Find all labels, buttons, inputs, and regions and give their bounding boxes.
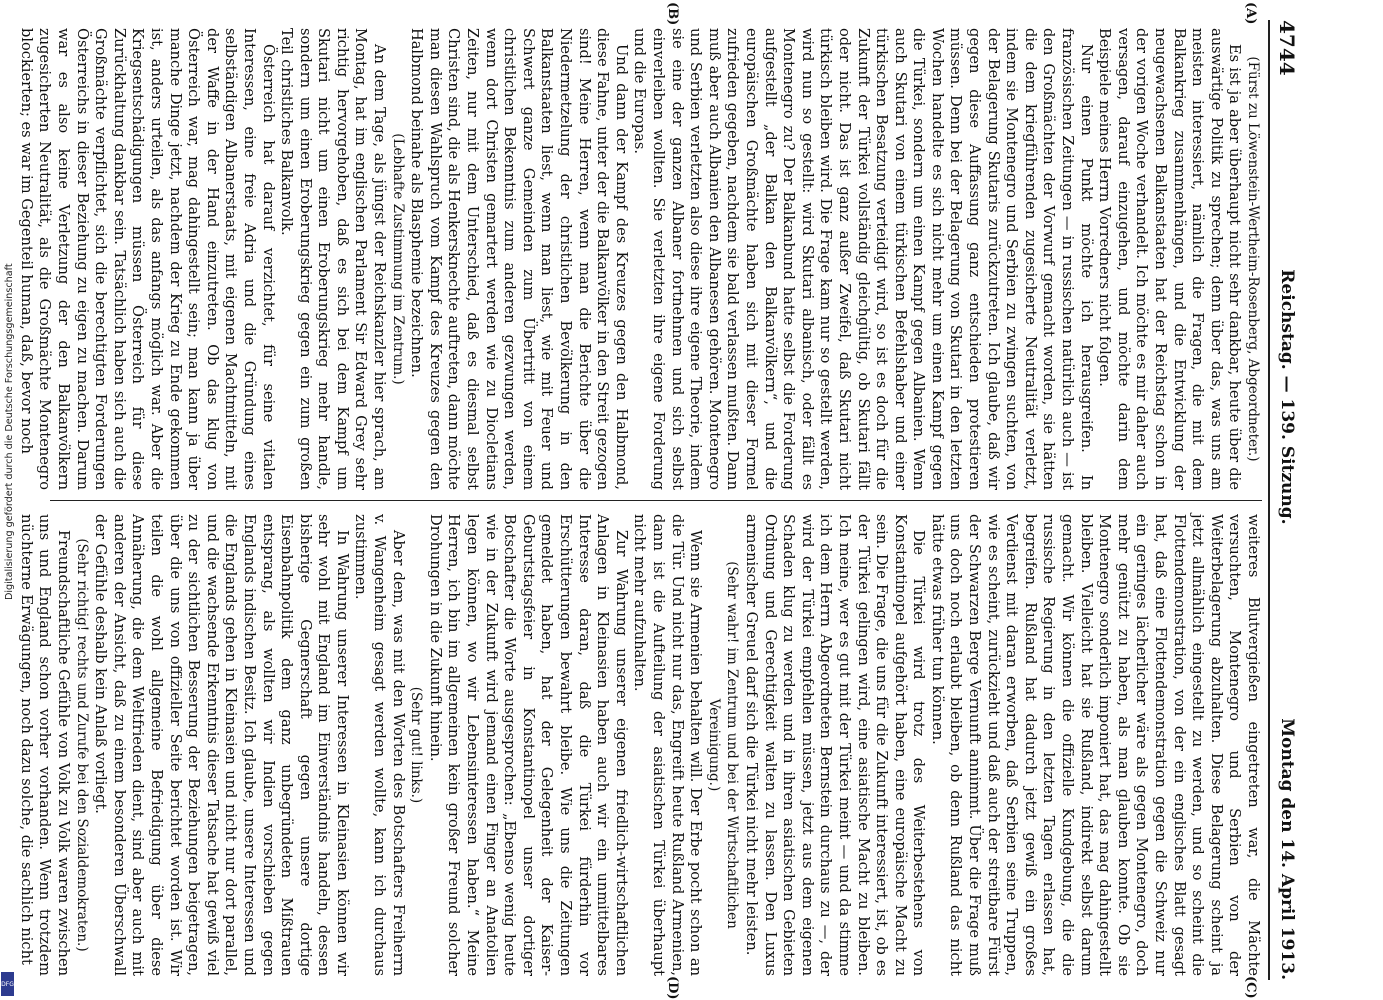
paragraph: Nur einen Punkt möchte ich herausgreifen. In französischen Zeitungen — in russischen natürlich auch — ist den Großmächten der Vorwurf gemacht worden, sie hätten die dem kriegführenden zugesicherte Neutralität verletzt, indem sie Montenegro und Serbien zu zwingen suchten, von der Belagerung Skutaris zurückzutreten. Ich glaube, daß wir gegen diese Auffassung ganz entschieden protestieren müssen. Denn bei der Belagerung von Skutari in den letzten Wochen handelte es sich nicht mehr um einen Kampf gegen die Türkei, sondern um einen Kampf gegen Albanien. Wenn auch Skutari von einem türkischen Befehlshaber und einer türkischen Besatzung verteidigt wird, so ist es doch für die Zukunft der Türkei vollständig gleichgültig, ob Skutari fällt oder nicht. Das ist ganz außer Zweifel, daß Skutari nicht türkisch bleiben wird. Die Frage kam nur so gestellt werden, wird nun so gestellt: wird Skutari albanisch, oder fällt es Montenegro zu? Der Balkanbund hatte selbst die Forderung aufgestellt „der Balkan den Balkanvölkern“, und die europäischen Großmächte haben sich mit dieser Formel zufrieden gegeben, nachdem sie bald verlassen mußten. Dann muß aber auch Albanien den Albanesen gehören. Montenegro und Serbien verletzten also diese ihre eigene Theorie, indem sie eine der ganzen Albaner fortnehmen und sich selbst einverleiben wollten. Sie verletzten ihre eigene Forderung und die Europas. xyxy=(631,28,1095,490)
header-session: Reichstag. — 139. Sitzung. xyxy=(1277,269,1297,525)
margin-mark-c: (C) xyxy=(1243,976,1258,999)
funding-note: Digitalisierung gefördert durch die Deutsche Forschungsgemeinschaft xyxy=(4,263,15,600)
paragraph: Und dann der Kampf des Kreuzes gegen den Halbmond, diese Fahne, unter der die Balkanvölker in den Streit gezogen sind! Meine Herren, wenn man die Berichte über die Niedermetzelung der christlichen Bevölkerung in den Balkanstaaten liest, wenn man liest, wie mit Feuer und Schwert ganze Gemeinden zum Übertritt von einem christlichen Bekenntnis zum anderen gezwungen werden, wenn dort Christen gemartert werden wie zu Diocletians Zeiten, nur mit dem Unterschied, daß es diesmal selbst Christen sind, die als Henkersknechte auftreten, dann möchte man diesen Wahlspruch vom Kampf des Kreuzes gegen den Halbmond beinahe als Blasphemie bezeichnen. xyxy=(408,28,630,490)
paragraph: Es ist ja aber überhaupt nicht sehr dankbar, heute über die auswärtige Politik zu sprechen; denn über das, was uns am meisten interessiert, nämlich die Fragen, die mit dem Balkankrieg zusammenhängen, und die Entwicklung der neugewachsenen Balkanstaaten hat der Reichstag schon in der vorigen Woche verhandelt. Ich möchte es mir daher auch versagen, darauf einzugehen, und möchte darin dem Beispiele meines Herrn Vorredners nicht folgen. xyxy=(1096,28,1244,490)
header-date: Montag den 14. April 1913. xyxy=(1277,718,1297,980)
margin-mark-a: (A) xyxy=(1243,2,1258,25)
right-column xyxy=(16,514,1262,976)
page-header xyxy=(1272,20,1302,980)
interjection: (Sehr wahr! im Zentrum und bei der Wirtschaftlichen Vereinigung.) xyxy=(705,561,741,929)
paragraph: Österreich hat darauf verzichtet, für seine vitalen Interessen, eine freie Adria und die Gründung eines selbständigen Albanerstaats, mit eigenen Machtmitteln, mit der Waffe in der Hand einzutreten. Ob das klug von Österreich war, mag dahingestellt sein; man kann ja über manche Dinge jetzt, nachdem der Krieg zu Ende gekommen ist, anders urteilen, als das anfangs möglich war. Aber die Kriegsentschädigungen müssen Österreich für diese Zurückhaltung dankbar sein. Tatsächlich haben sich auch die Großmächte verpflichtet, sich die berechtigten Forderungen Österreichs in dieser Beziehung zu eigen zu machen. Darum war es also keine Verletzung der den Balkanvölkern zugesicherten Neutralität, als die Großmächte Montenegro blockierten; es war im Gegenteil human, daß, bevor noch xyxy=(17,28,277,490)
margin-mark-d: (D) xyxy=(665,976,680,1000)
paragraph: Zur Wahrung unserer eigenen friedlich-wirtschaftlichen Anlagen in Kleinasien haben auch wir ein unmittelbares Interesse daran, daß die Türkei fürderhin vor Erschütterungen bewahrt bleibe. Wie uns die Zeitungen gemeldet haben, hat der Gelegenheit der Kaiser-Geburtstagsfeier in Konstantinopel unser dortiger Botschafter die Worte ausgesprochen: „Ebenso wenig heute wie in der Zukunft wird jemand einen Finger an Anatolien legen können, wo wir Lebensinteressen haben.“ Meine Herren, ich bin im allgemeinen kein großer Freund solcher Drohungen in die Zukunft hinein. xyxy=(426,514,630,976)
paragraph: An dem Tage, als jüngst der Reichskanzler hier sprach, am Montag, hat im englischen Parlament Sir Edward Grey sehr richtig hervorgehoben, daß es sich bei dem Kampf um Skutari nicht um einen Eroberungskrieg mehr handle, sondern um einen Eroberungskrieg gegen ein zum großen Teil christliches Balkanvolk. xyxy=(278,28,389,490)
paragraph: Die Türkei wird trotz des Weiterbestehens von Konstantinopel aufgehört haben, eine europäische Macht zu sein. Die Frage, die uns für die Zukunft interessiert, ist, ob es der Türkei gelingen wird, eine asiatische Macht zu bleiben. Ich meine, wer es gut mit der Türkei meint — und da stimme ich dem Herrn Abgeordneten Bernstein durchaus zu —, der wird der Türkei empfehlen müssen, jetzt aus dem eigenen Schaden klug zu werden und in ihren asiatischen Gebieten Ordnung und Gerechtigkeit walten zu lassen. Den Luxus armenischer Greuel darf sich die Türkei nicht mehr leisten. xyxy=(742,514,928,976)
speaker-line: (Fürst zu Löwenstein-Wertheim-Rosenberg, Abgeordneter.) xyxy=(1245,56,1261,462)
interjection: (Sehr gut! links.) xyxy=(408,686,425,804)
paragraph: In Wahrung unserer Interessen in Kleinasien können wir sehr wohl mit England im Einverständnis handeln, dessen bisherige Gegnerschaft gegen unsere dortige Eisenbahnpolitik dem ganz unbegründeten Mißtrauen entsprang, als wollten wir Indien vorschieben gegen Englands indischen Besitz. Ich glaube, unsere Interessen und die Englands gehen in Kleinasien und nicht nur dort parallel, und die wachsende Erkenntnis dieser Tatsache hat gewiß viel zu der sichtlichen Besserung der Beziehungen beigetragen, über die uns von offizieller Seite berichtet worden ist. Wir teilen die wohl allgemeine Befriedigung über diese Annäherung, die dem Weltfrieden dient, sind aber auch mit anderen der Ansicht, daß zu einem besonderen Überschwall der Gefühle deshalb kein Anlaß vorliegt. xyxy=(92,514,351,976)
interjection: (Lebhafte Zustimmung im Zentrum.) xyxy=(389,133,406,385)
interjection: (Sehr richtig! rechts und Zurufe bei den Sozialdemokraten.) xyxy=(73,538,90,952)
page-number: 4744 xyxy=(1275,20,1299,76)
dfg-logo: DFG xyxy=(1,972,14,996)
paragraph: Wenn sie Armenien behalten will. Der Erbe pocht schon an die Tür. Und nicht nur das, Engreift heute Rußland Armenien, dann ist die Aufteilung der asiatischen Türkei überhaupt nicht mehr aufzuhalten. xyxy=(631,514,705,976)
left-column xyxy=(16,28,1262,490)
column-divider xyxy=(50,500,1262,501)
margin-mark-b: (B) xyxy=(665,2,680,26)
paragraph: weiteres Blutvergießen eingetreten war, die Mächte versuchten, Montenegro und Serbien von der Weiterbelagerung abzuhalten. Diese Belagerung scheint ja jetzt allmählich eingestellt zu werden, und so scheint die Flottendemonstration, von der ein englisches Blatt gesagt hat, daß eine Flottendemonstration gegen die Schweiz nur ein geringes lächerlicher wäre als gegen Montenegro, doch mehr genützt zu haben, als man glauben konnte. Ob sie Montenegro sonderlich imponiert hat, das mag dahingestellt bleiben. Vielleicht hat sie Rußland, indirekt selbst darum gemacht. Wir können die offizielle Kundgebung, die die russische Regierung in den letzten Tagen erlassen hat, begreifen. Rußland hat dadurch jetzt gewiß ein großes Verdienst mit daran erworben, daß Serbien seine Truppen, wie es scheint, zurückzieht und daß auch der streitbare Fürst der Schwarzen Berge Vernunft annimmt. Über die Frage muß uns doch noch erlaubt bleiben, ob denn Rußland das nicht hätte etwas früher tun können. xyxy=(928,514,1262,976)
header-rule xyxy=(1268,20,1270,980)
rotated-page xyxy=(17,0,1320,1000)
paragraph: Aber dem, was mit den Worten des Botschafters Freiherrn v. Wangenheim gesagt werden wollte, kann ich durchaus zustimmen. xyxy=(352,514,407,976)
paragraph: Freundschaftliche Gefühle von Volk zu Volk waren zwischen uns und England schon vorher vorhanden. Wenn trotzdem nüchterne Erwägungen, noch dazu solche, die sachlich nicht xyxy=(17,514,72,976)
